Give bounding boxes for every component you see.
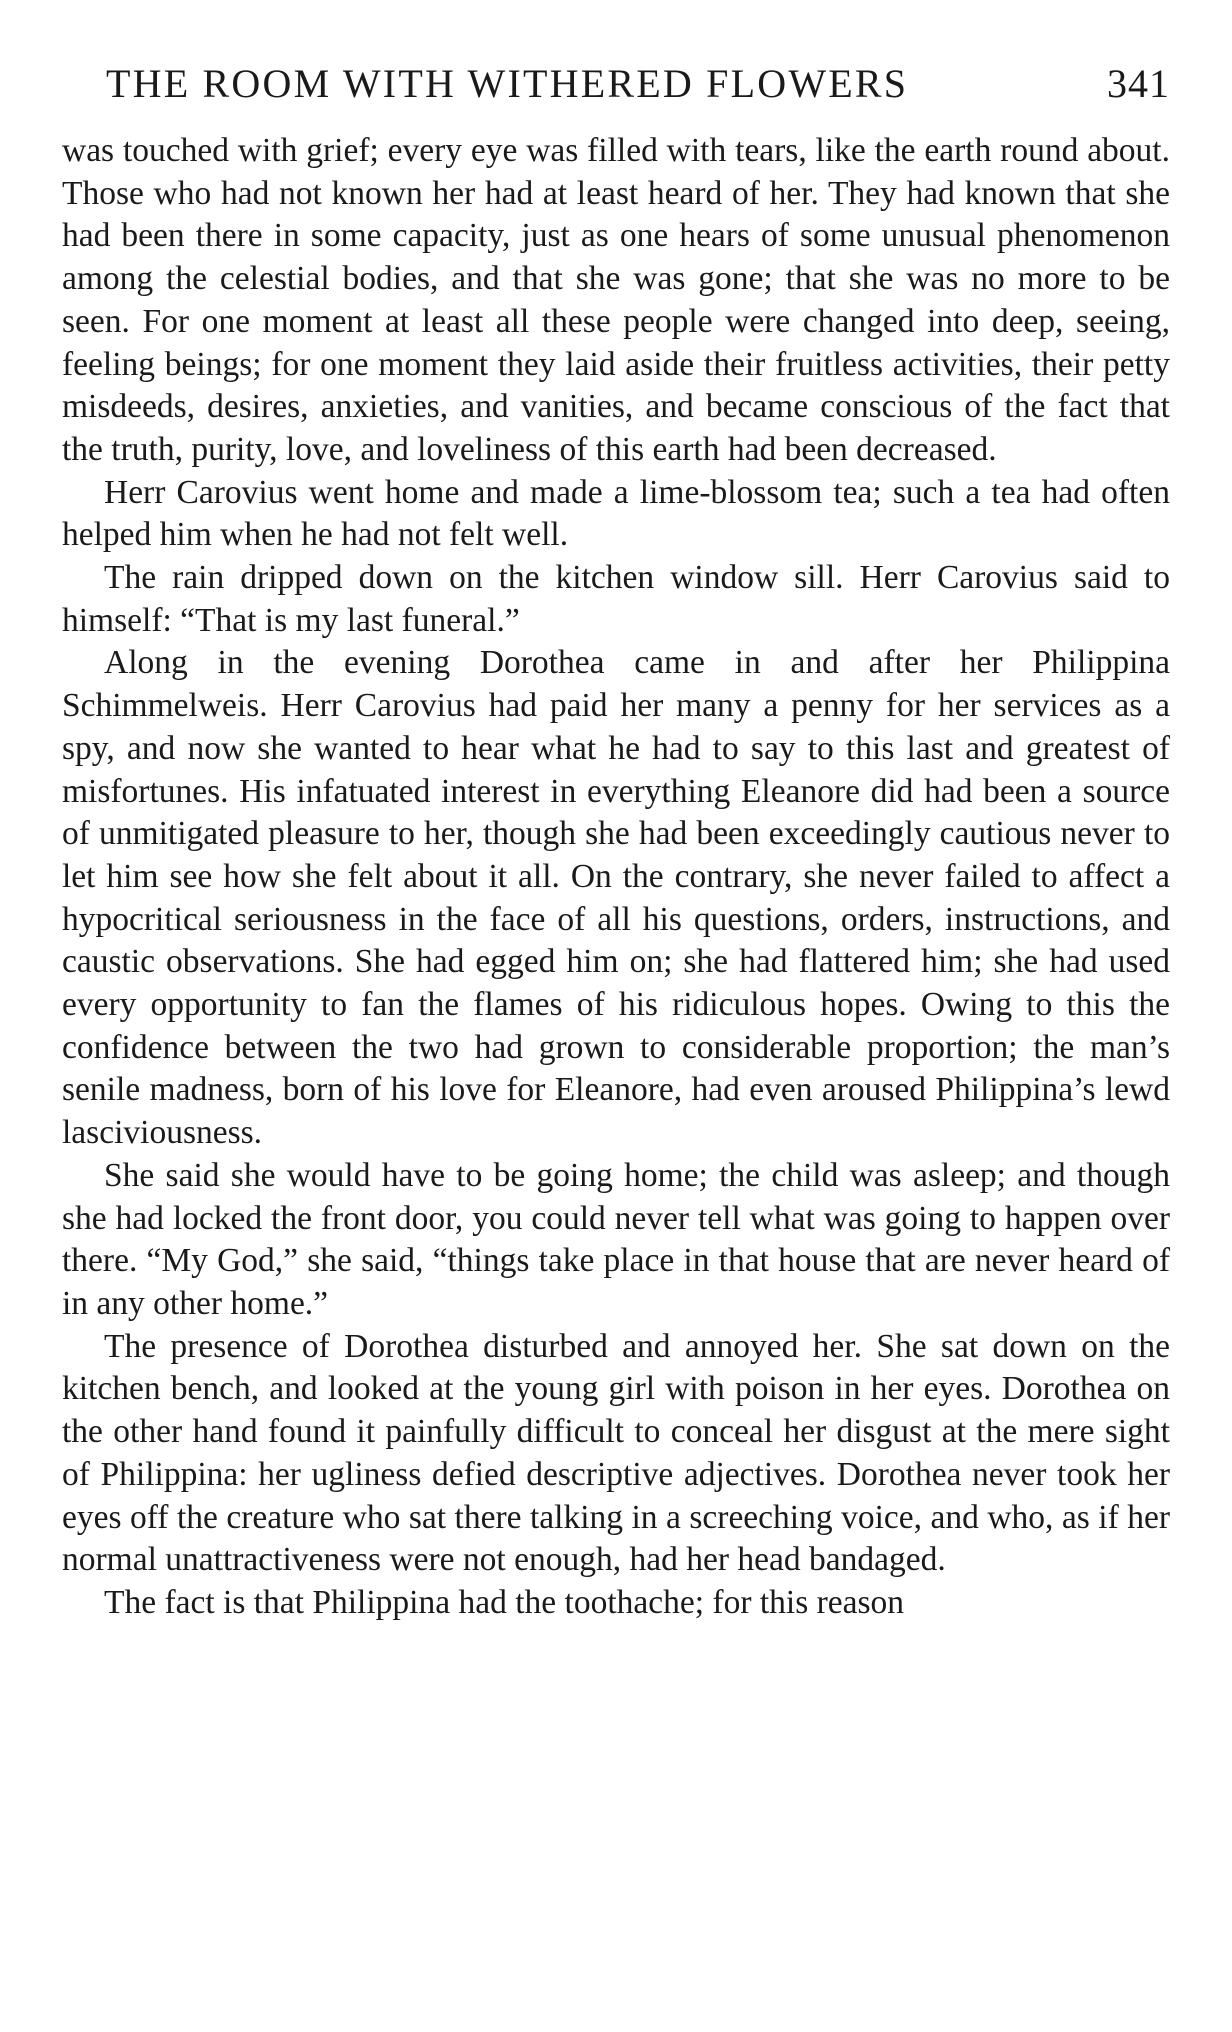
paragraph: was touched with grief; every eye was filled with tears, like the earth round about. Those who had not known her had at least heard of her. They had known that she had been there in some capacity, just as one hears of some unusual phenomenon among the celestial bodies, and that she was gone; that she was no more to be seen. For one moment at least all these people were changed into deep, seeing, feeling beings; for one moment they laid aside their fruitless activities, their petty misdeeds, desires, anxieties, and vanities, and became conscious of the fact that the truth, purity, love, and loveliness of this earth had been decreased. <box>62 132 1170 468</box>
running-head <box>106 60 1170 130</box>
body-text <box>62 130 1170 1625</box>
paragraph: The rain dripped down on the kitchen window sill. Herr Carovius said to himself: “That is my last funeral.” <box>62 559 1170 639</box>
running-title: THE ROOM WITH WITHERED FLOWERS <box>106 61 909 106</box>
paragraph: The fact is that Philippina had the toothache; for this reason <box>104 1583 905 1621</box>
paragraph: Along in the evening Dorothea came in and after her Philippina Schimmelweis. Herr Carovius had paid her many a penny for her services as a spy, and now she wanted to hear what he had to say to this last and greatest of misfortunes. His infatuated interest in everything Eleanore did had been a source of unmitigated pleasure to her, though she had been exceedingly cautious never to let him see how she felt about it all. On the contrary, she never failed to affect a hypocritical seriousness in the face of all his questions, orders, instructions, and caustic observations. She had egged him on; she had flattered him; she had used every opportunity to fan the flames of his ridiculous hopes. Owing to this the confidence between the two had grown to considerable proportion; the man’s senile madness, born of his love for Eleanore, had even aroused Philippina’s lewd lasciviousness. <box>62 644 1170 1152</box>
page-number: 341 <box>1107 61 1170 106</box>
paragraph: Herr Carovius went home and made a lime-blossom tea; such a tea had often helped him when he had not felt well. <box>62 473 1170 554</box>
book-page <box>62 60 1170 1625</box>
paragraph: The presence of Dorothea disturbed and annoyed her. She sat down on the kitchen bench, and looked at the young girl with poison in her eyes. Dorothea on the other hand found it painfully difficult to conceal her disgust at the mere sight of Philippina: her ugliness defied descriptive adjectives. Dorothea never took her eyes off the creature who sat there talking in a screeching voice, and who, as if her normal unattractiveness were not enough, had her head bandaged. <box>62 1327 1170 1579</box>
paragraph: She said she would have to be going home; the child was asleep; and though she had locked the front door, you could never tell what was going to happen over there. “My God,” she said, “things take place in that house that are never heard of in any other home.” <box>62 1156 1170 1322</box>
